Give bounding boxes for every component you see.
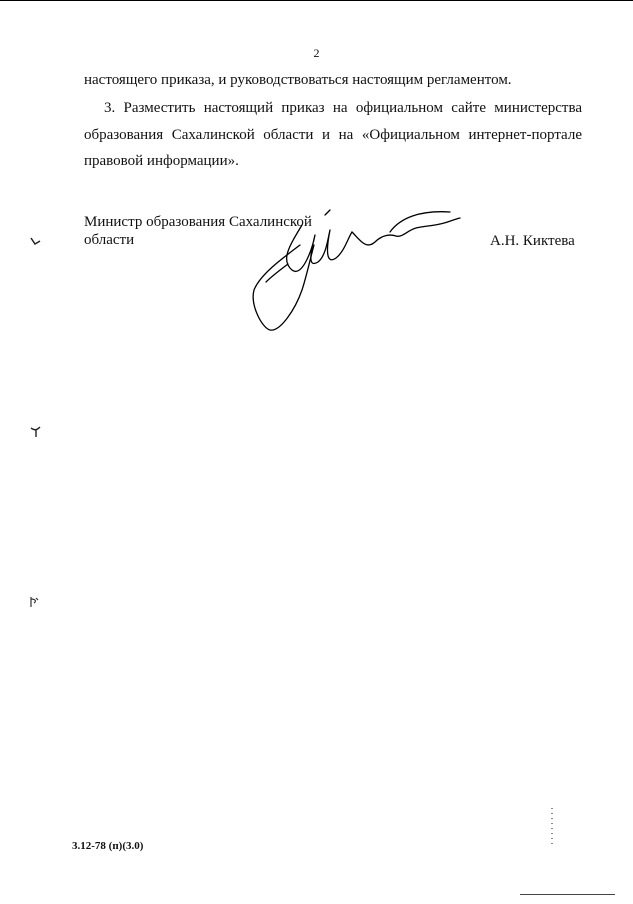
signer-name: А.Н. Киктева	[490, 233, 575, 249]
scan-edge-line	[520, 894, 615, 895]
paragraph-line-3: образования Сахалинской области и на «Официальном интернет-портале	[84, 127, 582, 143]
scan-noise	[551, 808, 553, 848]
signer-title: Министр образования Сахалинской области	[84, 214, 312, 248]
scan-speck	[28, 596, 40, 610]
paragraph-line-2: 3. Разместить настоящий приказ на официальном сайте министерства	[104, 100, 582, 116]
scan-speck	[30, 426, 42, 438]
page-number: 2	[313, 46, 320, 60]
paragraph-line-4: правовой информации».	[84, 153, 239, 169]
paragraph-line-1: настоящего приказа, и руководствоваться настоящим регламентом.	[84, 72, 512, 88]
scan-speck	[30, 236, 42, 246]
handwritten-signature	[240, 190, 470, 340]
page-top-border	[0, 0, 633, 1]
document-code: 3.12-78 (п)(3.0)	[72, 840, 144, 852]
